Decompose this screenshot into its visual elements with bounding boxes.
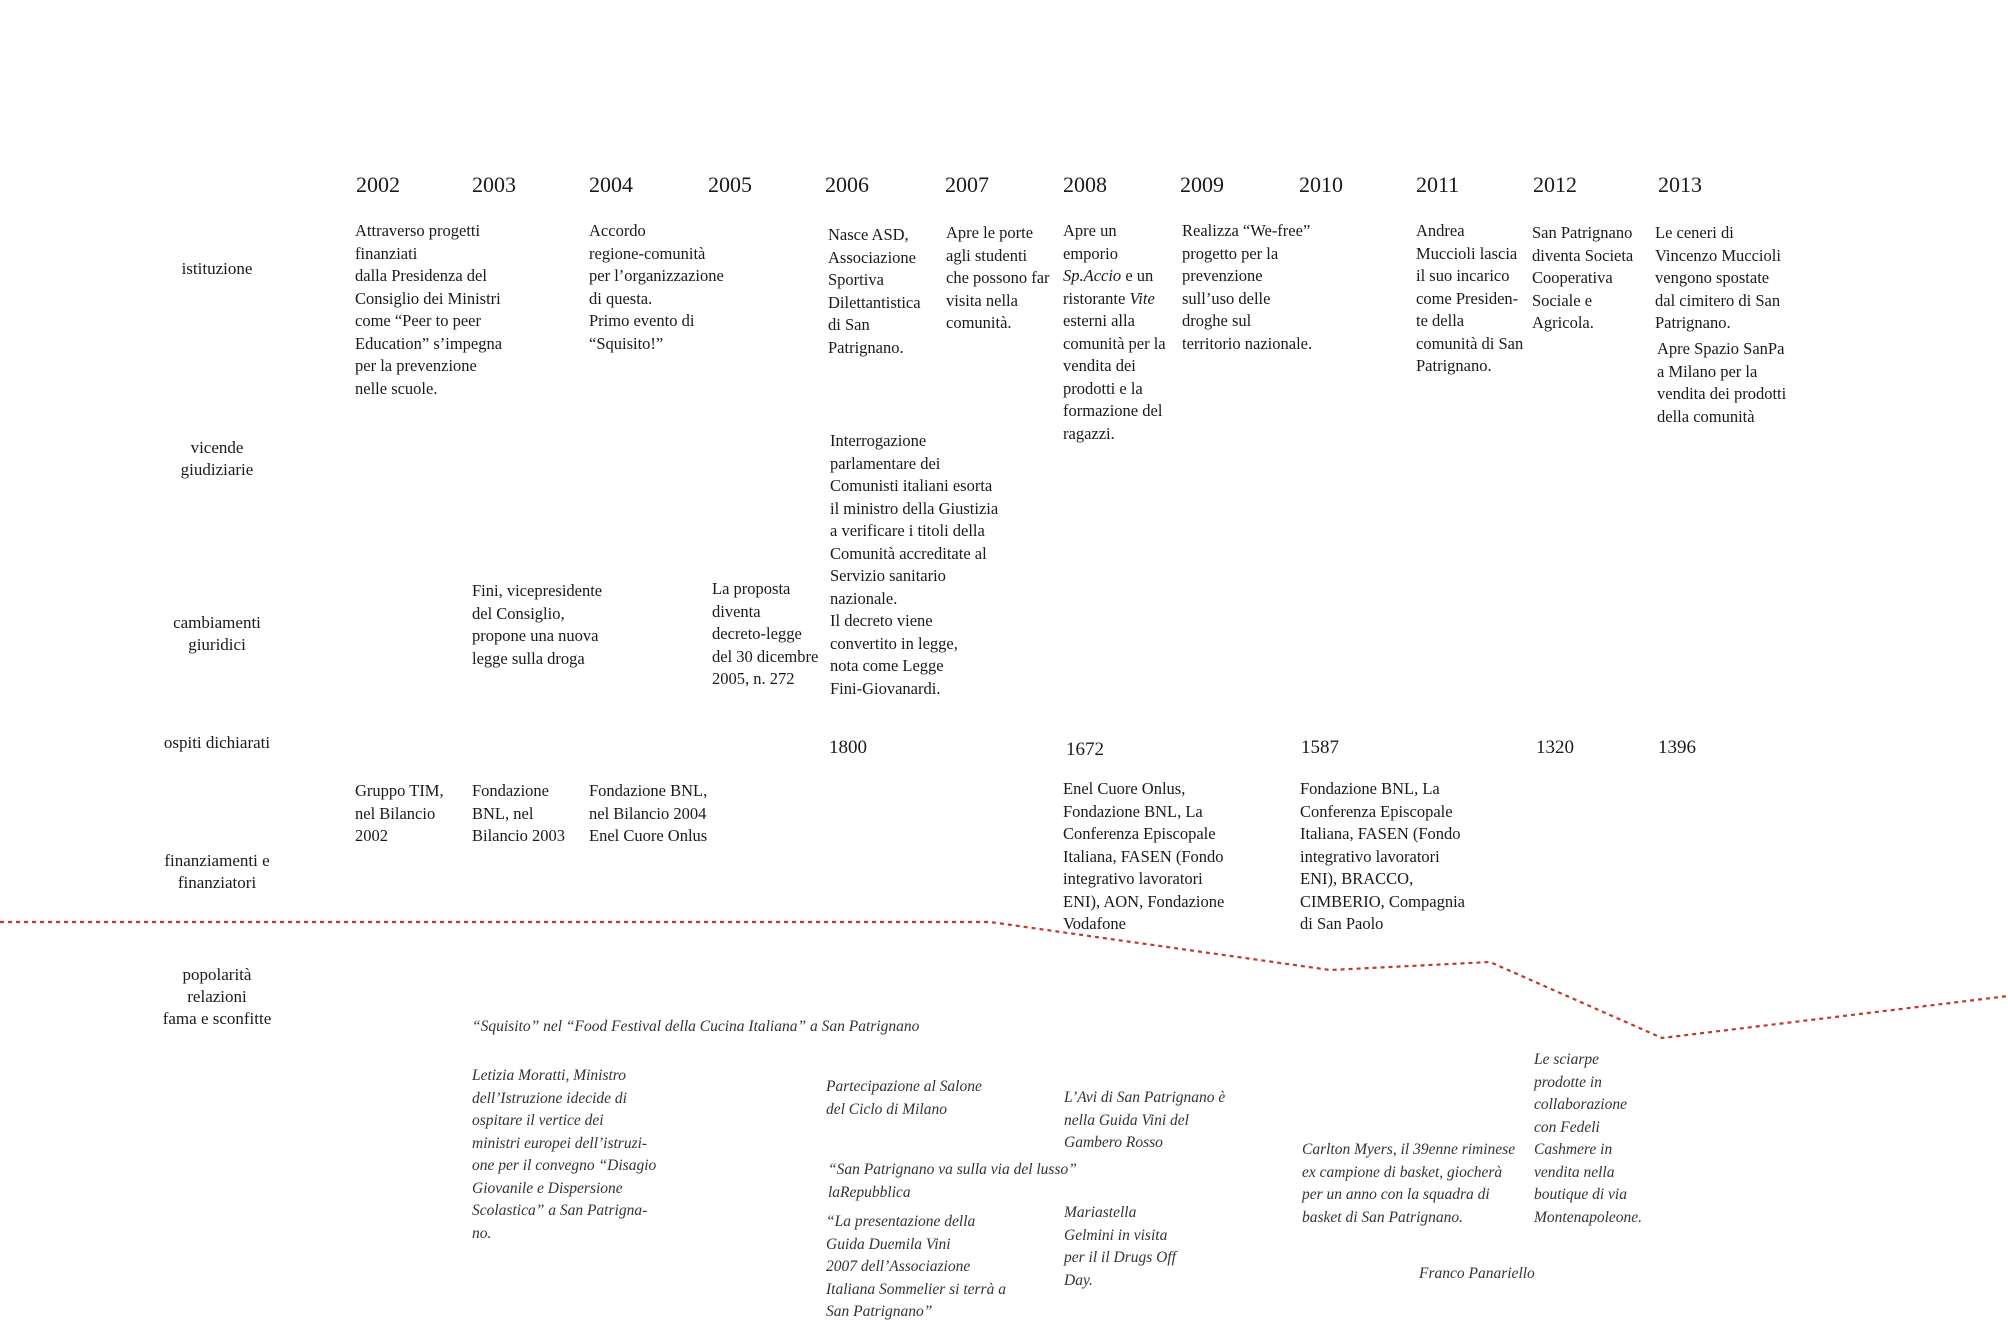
cambiamenti-2003: Fini, vicepresidente del Consiglio, propone una nuova legge sulla droga [472,581,603,668]
fin-2002: Gruppo TIM, nel Bilancio 2002 [355,781,444,845]
year-2011: 2011 [1416,172,1460,197]
pop-myers: Carlton Myers, il 39enne riminese ex campione di basket, giocherà per un anno con la squadra di basket di San Patrignano. [1302,1141,1516,1226]
ospiti-2013: 1396 [1658,737,1696,758]
fin-2008: Enel Cuore Onlus, Fondazione BNL, La Conferenza Episcopale Italiana, FASEN (Fondo integrativo lavoratori ENI), AON, Fondazione Vodafone [1063,779,1225,933]
fin-2003: Fondazione BNL, nel Bilancio 2003 [472,781,566,845]
ospiti-2006: 1800 [829,737,867,758]
ist-2013-a: Le ceneri di Vincenzo Muccioli vengono spostate dal cimitero di San Patrignano. [1655,223,1781,332]
pop-squisito: “Squisito” nel “Food Festival della Cucina Italiana” a San Patrignano [472,1018,920,1035]
year-2008: 2008 [1063,172,1107,197]
ist-2004: Accordo regione-comunità per l’organizzazione di questa. Primo evento di “Squisito!” [589,221,724,353]
ist-2006: Nasce ASD, Associazione Sportiva Dilettantistica di San Patrignano. [828,225,921,357]
year-2009: 2009 [1180,172,1224,197]
ist-2012: San Patrignano diventa Societa Cooperativa Sociale e Agricola. [1532,223,1634,332]
pop-moratti: Letizia Moratti, Ministro dell’Istruzione idecide di ospitare il vertice dei ministri europei dell’istruzi- one per il convegno “Disagio Giovanile e Dispersione Scolastica” a San Patrigna- no. [472,1067,657,1242]
row-label-finanziamenti: finanziamenti e finanziatori [164,851,270,892]
ist-2008: Apre un emporio Sp.Accio e un ristorante Vite esterni alla comunità per la vendita dei prodotti e la formazione del ragazzi. [1063,221,1166,443]
pop-guida: “La presentazione della Guida Duemila Vini 2007 dell’Associazione Italiana Sommelier si terrà a San Patrignano” [826,1213,1006,1320]
ospiti-2010: 1587 [1301,737,1339,758]
row-label-cambiamenti: cambiamenti giuridici [173,613,261,654]
year-2012: 2012 [1533,172,1577,197]
pop-sciarpe: Le sciarpe prodotte in collaborazione con Fedeli Cashmere in vendita nella boutique di via Montenapoleone. [1534,1051,1643,1226]
pop-salone: Partecipazione al Salone del Ciclo di Milano [826,1078,982,1118]
pop-avi: L’Avi di San Patrignano è nella Guida Vini del Gambero Rosso [1064,1089,1226,1151]
fin-2010: Fondazione BNL, La Conferenza Episcopale Italiana, FASEN (Fondo integrativo lavoratori ENI), BRACCO, CIMBERIO, Compagnia di San Paolo [1300,779,1465,933]
ist-2009: Realizza “We-free” progetto per la prevenzione sull’uso delle droghe sul territorio nazionale. [1182,221,1313,353]
trend-polyline [0,922,2008,1038]
row-label-ospiti: ospiti dichiarati [163,733,271,752]
pop-lusso: “San Patrignano va sulla via del lusso” laRepubblica [828,1161,1077,1201]
year-2006: 2006 [825,172,869,197]
year-2002: 2002 [356,172,400,197]
year-2004: 2004 [589,172,633,197]
ospiti-2008: 1672 [1066,739,1104,760]
year-2003: 2003 [472,172,516,197]
year-2010: 2010 [1299,172,1343,197]
ospiti-2012: 1320 [1536,737,1574,758]
row-label-istituzione: istituzione [181,259,253,278]
year-2007: 2007 [945,172,989,197]
fin-2004: Fondazione BNL, nel Bilancio 2004 Enel Cuore Onlus [589,781,708,845]
ist-2011: Andrea Muccioli lascia il suo incarico come Presiden- te della comunità di San Patrignano. [1416,221,1524,375]
pop-gelmini: Mariastella Gelmini in visita per il il Drugs Off Day. [1064,1204,1176,1289]
row-label-vicende: vicende giudiziarie [180,438,254,479]
vicende-2006: Interrogazione parlamentare dei Comunisti italiani esorta il ministro della Giustizia a verificare i titoli della Comunità accreditate al Servizio sanitario nazionale. Il decreto viene convertito in legge, nota come Legge Fini-Giovanardi. [830,431,999,698]
ist-2013-b: Apre Spazio SanPa a Milano per la vendita dei prodotti della comunità [1657,339,1787,426]
year-2013: 2013 [1658,172,1702,197]
ist-2002: Attraverso progetti finanziati dalla Presidenza del Consiglio dei Ministri come “Peer to peer Education” s’impegna per la prevenzione nelle scuole. [355,221,503,398]
ist-2007: Apre le porte agli studenti che possono far visita nella comunità. [946,223,1050,332]
cambiamenti-2005: La proposta diventa decreto-legge del 30 dicembre 2005, n. 272 [712,579,819,688]
pop-panariello: Franco Panariello [1419,1265,1535,1282]
year-2005: 2005 [708,172,752,197]
row-label-popolarita: popolarità relazioni fama e sconfitte [162,965,272,1028]
